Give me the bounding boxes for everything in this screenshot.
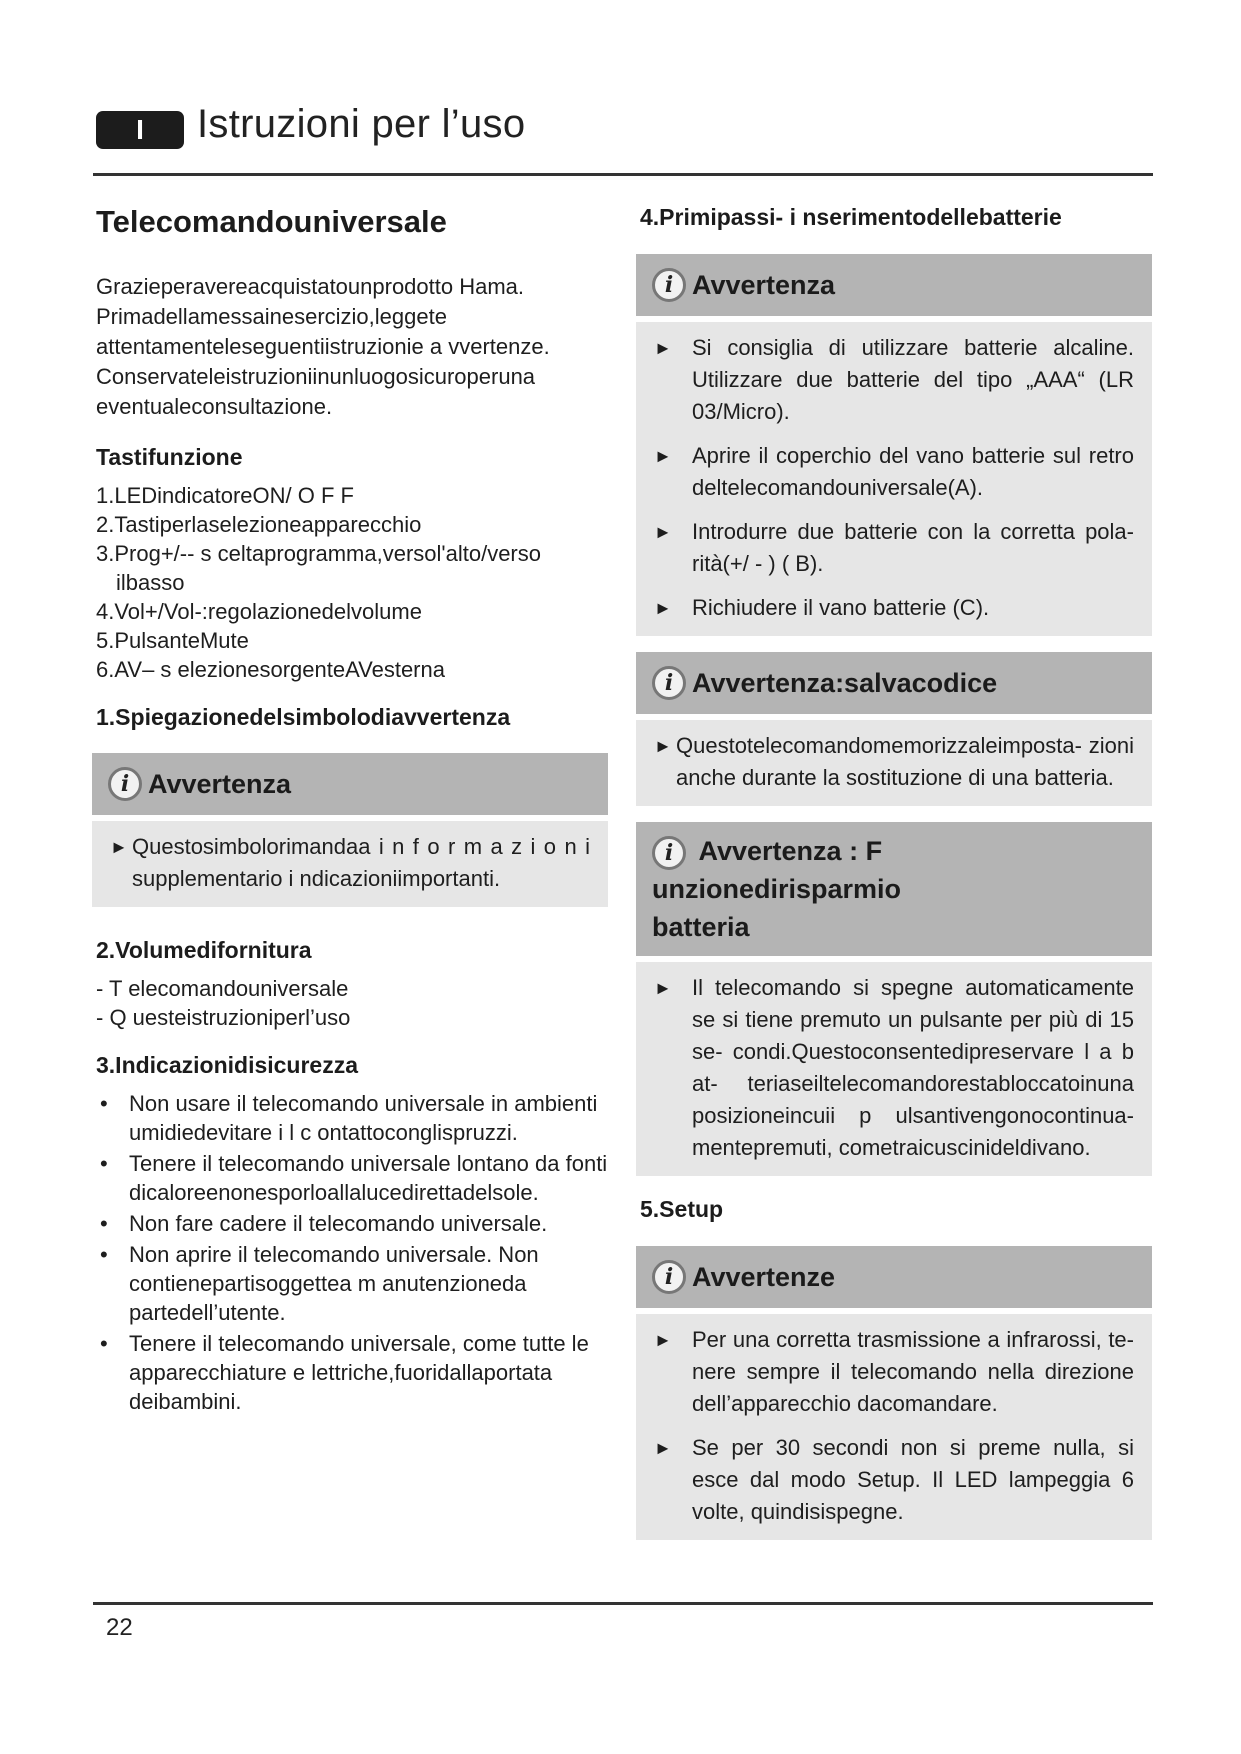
- list-item: • Non usare il telecomando universale in ambienti umidiedevitare i l c ontattoconglispruzzi.: [100, 1091, 598, 1145]
- section3-heading: 3.Indicazionidisicurezza: [96, 1052, 359, 1078]
- section2-heading: 2.Volumedifornitura: [96, 937, 312, 963]
- triangle-bullet-icon: ►: [654, 978, 672, 998]
- triangle-bullet-icon: ►: [110, 837, 128, 857]
- tasti-heading: Tastifunzione: [96, 444, 243, 470]
- warning-box-header: [92, 753, 608, 815]
- triangle-bullet-icon: ►: [654, 446, 672, 466]
- bullet-dot-icon: •: [100, 1211, 108, 1236]
- warning-box-title: Avvertenza:salvacodice: [692, 668, 998, 698]
- list-item: ► Per una corretta trasmissione a infrarossi, te- nere sempre il telecomando nella direzione dell’apparecchio dacomandare.: [652, 1324, 1134, 1420]
- left-column: [96, 196, 610, 1418]
- list-item: 6.AV– s elezionesorgenteAVesterna: [96, 657, 445, 682]
- triangle-bullet-icon: ►: [654, 522, 672, 542]
- info-icon: i: [108, 767, 142, 801]
- list-item: ► Introdurre due batterie con la corretta pola- rità(+/ - ) ( B).: [652, 516, 1134, 580]
- fornitura-list: [96, 974, 610, 1032]
- list-item: ► Questotelecomandomemorizzaleimposta- zioni anche durante la sostituzione di una batteria.: [652, 730, 1134, 794]
- warning-box-body: [636, 720, 1152, 806]
- list-item: ► Si consiglia di utilizzare batterie alcaline. Utilizzare due batterie del tipo „AAA“ (LR 03/Micro).: [652, 332, 1134, 428]
- footer-rule: [93, 1602, 1153, 1605]
- section4-heading: 4.Primipassi- i nserimentodellebatterie: [640, 204, 1062, 230]
- section1-heading: 1.Spiegazionedelsimbolodiavvertenza: [96, 704, 511, 730]
- warning-box-code-save: [636, 652, 1152, 806]
- bullet-dot-icon: •: [100, 1091, 108, 1116]
- list-item: ► Richiudere il vano batterie (C).: [652, 592, 1134, 624]
- header-title: Istruzioni per l’uso: [197, 102, 526, 146]
- list-item: ► Il telecomando si spegne automaticamente se si tiene premuto un pulsante per più di 15 se- condi.Questoconsentedipreservare l a b at- teriaseiltelecomandorestabloccatoinuna posizioneincuii p ulsantivengonocontinua- mentepremuti, cometraicuscinideldivano.: [652, 972, 1134, 1164]
- warning-box-header: [636, 1246, 1152, 1308]
- list-item: • Non fare cadere il telecomando universale.: [100, 1211, 548, 1236]
- list-item: • Non aprire il telecomando universale. Non contienepartisoggettea m anutenzioneda partedell’utente.: [100, 1242, 539, 1325]
- warning-box-body: [636, 962, 1152, 1176]
- warning-box-header: [636, 652, 1152, 714]
- warning-text: Questosimbolorimandaa i n f o r m a z i o n i supplementario i ndicazioniimportanti.: [132, 834, 590, 891]
- section5-heading: 5.Setup: [640, 1196, 724, 1222]
- language-badge: I: [96, 111, 184, 149]
- list-item: - T elecomandouniversale: [96, 976, 349, 1001]
- warning-box-battery-saving: [636, 822, 1152, 1176]
- triangle-bullet-icon: ►: [654, 338, 672, 358]
- triangle-bullet-icon: ►: [654, 736, 672, 756]
- warning-box-batteries: [636, 254, 1152, 636]
- list-item: 1.LEDindicatoreON/ O F F: [96, 483, 354, 508]
- list-item: • Tenere il telecomando universale lontano da fonti dicaloreenonesporloallalucedirettadelsole.: [100, 1151, 608, 1205]
- intro-paragraph: Grazieperavereacquistatounprodotto Hama. Primadellamessainesercizio,leggete attentamenteleseguentiistruzionie a vvertenze. Conservateleistruzioniinunluogosicuroperuna eventualeconsultazione.: [96, 274, 550, 419]
- warning-box-setup: [636, 1246, 1152, 1540]
- triangle-bullet-icon: ►: [654, 1330, 672, 1350]
- list-item: ► Se per 30 secondi non si preme nulla, si esce dal modo Setup. Il LED lampeggia 6 volte, quindisispegne.: [652, 1432, 1134, 1528]
- header-rule: [93, 173, 1153, 176]
- warning-box-title: Avvertenza: [148, 769, 292, 799]
- warning-box-body: [636, 322, 1152, 636]
- list-item: • Tenere il telecomando universale, come tutte le apparecchiature e lettriche,fuoridallaportata deibambini.: [100, 1331, 589, 1414]
- list-item: 3.Prog+/-- s celtaprogramma,versol'alto/verso ilbasso: [96, 541, 541, 595]
- list-item: ► Aprire il coperchio del vano batterie sul retro deltelecomandouniversale(A).: [652, 440, 1134, 504]
- page-title: Telecomandouniversale: [96, 204, 447, 239]
- info-icon: i: [652, 836, 686, 870]
- bullet-dot-icon: •: [100, 1242, 108, 1267]
- right-column: [640, 196, 1154, 1556]
- list-item: 4.Vol+/Vol-:regolazionedelvolume: [96, 599, 422, 624]
- warning-box-title-line2: batteria: [652, 912, 750, 942]
- info-icon: i: [652, 268, 686, 302]
- warning-box-body: [636, 1314, 1152, 1540]
- list-item: [108, 831, 590, 895]
- warning-box-title: Avvertenza: [692, 270, 836, 300]
- warning-box-symbol: [92, 753, 608, 907]
- bullet-dot-icon: •: [100, 1331, 108, 1356]
- warning-box-body: [92, 821, 608, 907]
- sicurezza-list: [96, 1089, 610, 1416]
- list-item: 2.Tastiperlaselezioneapparecchio: [96, 512, 422, 537]
- bullet-dot-icon: •: [100, 1151, 108, 1176]
- tasti-list: [96, 481, 610, 684]
- list-item: 5.PulsanteMute: [96, 628, 249, 653]
- warning-box-title: Avvertenze: [692, 1262, 836, 1292]
- warning-box-header: [636, 254, 1152, 316]
- warning-box-header: [636, 822, 1152, 956]
- page-number: 22: [106, 1614, 133, 1641]
- list-item: - Q uesteistruzioniperl’uso: [96, 1005, 351, 1030]
- info-icon: i: [652, 1260, 686, 1294]
- triangle-bullet-icon: ►: [654, 598, 672, 618]
- warning-box-title: Avvertenza : F unzionedirisparmio: [652, 836, 902, 904]
- triangle-bullet-icon: ►: [654, 1438, 672, 1458]
- page-header: [93, 100, 1153, 176]
- info-icon: i: [652, 666, 686, 700]
